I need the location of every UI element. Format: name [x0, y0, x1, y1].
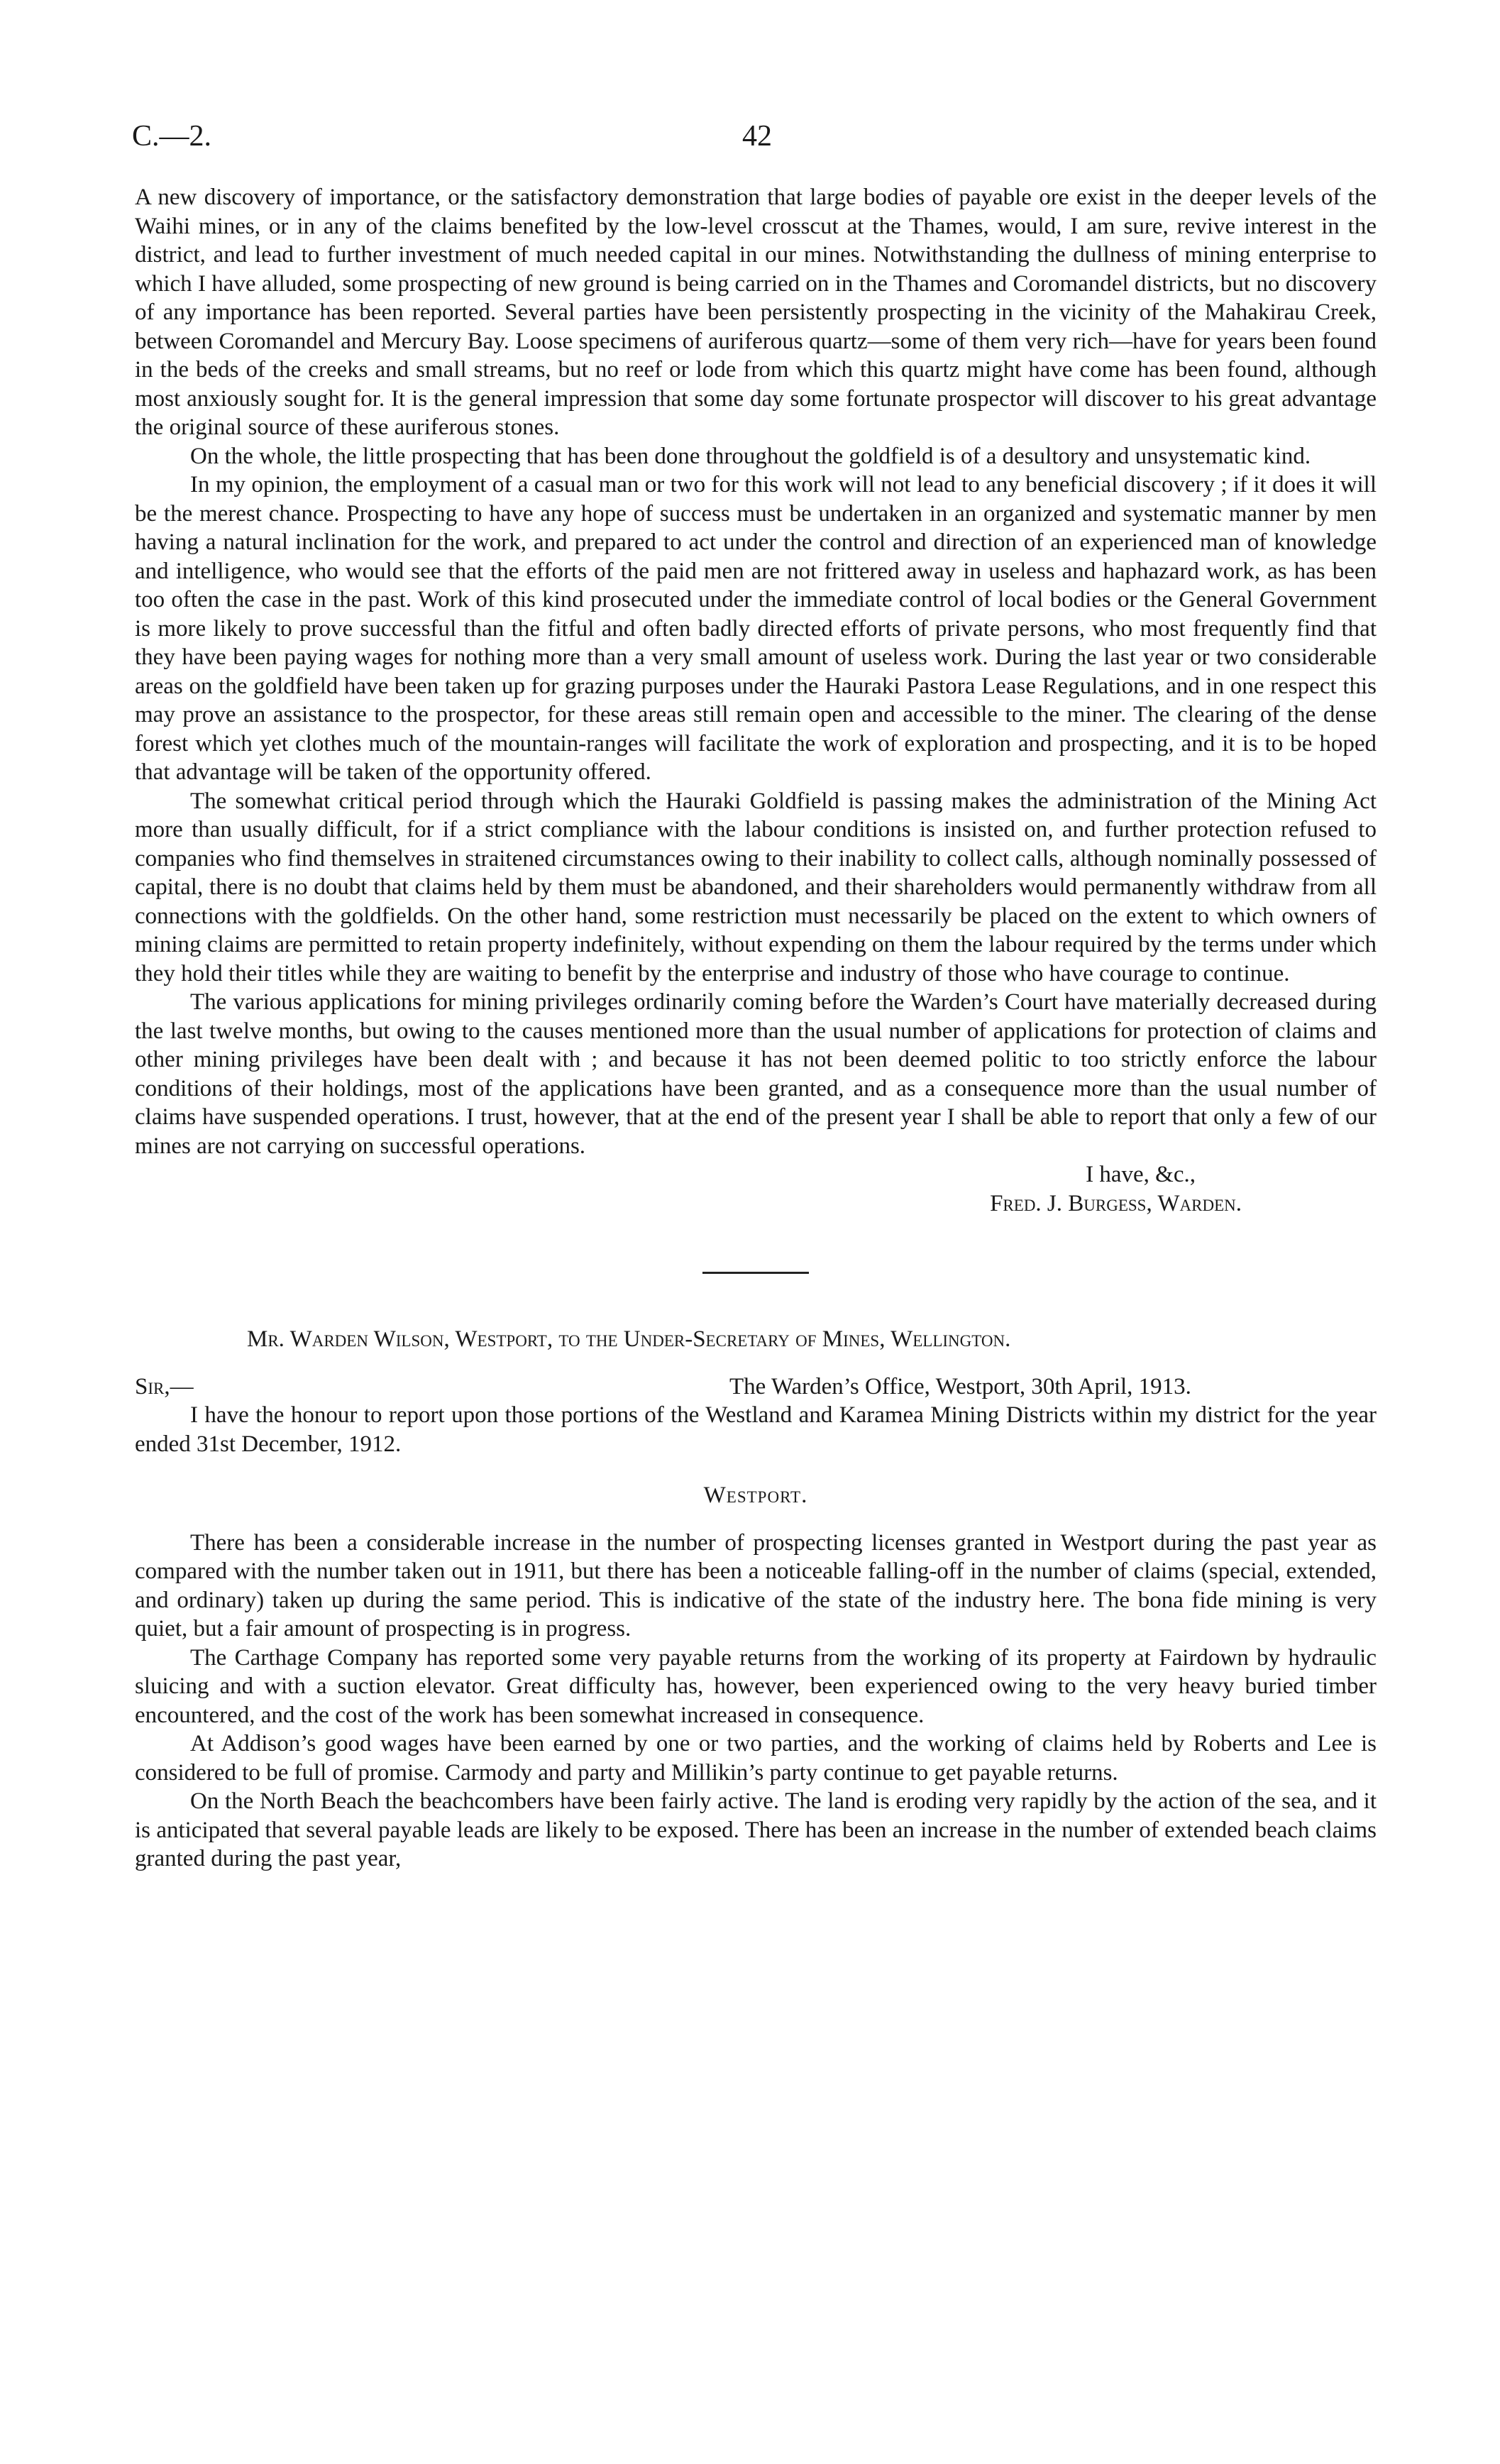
letter-intro: I have the honour to report upon those portions of the Westland and Karamea Mining Districts within my district for the year ended 31st December, 1912.: [135, 1402, 1377, 1457]
paragraph: In my opinion, the employment of a casual man or two for this work will not lead to any beneficial discovery ; if it does it will be the merest chance. Prospecting to have any hope of success must be undertaken in an organized and systematic manner by men having a natural inclination for the work, and prepared to act under the control and direction of an experienced man of knowledge and intelligence, who would see that the efforts of the paid men are not frittered away in useless and haphazard work, as has been too often the case in the past. Work of this kind prosecuted under the immediate control of local bodies or the General Government is more likely to prove successful than the fitful and often badly directed efforts of private persons, who most frequently find that they have been paying wages for nothing more than a very small amount of useless work. During the last year or two considerable areas on the goldfield have been taken up for grazing purposes under the Hauraki Pastora Lease Regulations, and in one respect this may prove an assistance to the prospector, for these areas still remain open and accessible to the miner. The clearing of the dense forest which yet clothes much of the mountain-ranges will facilitate the work of exploration and prospecting, and it is to be hoped that advantage will be taken of the opportunity offered.: [135, 472, 1377, 785]
signature: Fred. J. Burgess, Warden.: [990, 1190, 1242, 1216]
salutation-line: [135, 1373, 1377, 1402]
report-body: [135, 183, 1377, 1874]
paragraph: On the whole, the little prospecting that has been done throughout the goldfield is of a desultory and unsystematic kind.: [190, 443, 1311, 469]
letter-date: The Warden’s Office, Westport, 30th April, 1913.: [729, 1373, 1191, 1399]
page-header: [132, 119, 1381, 162]
page-number: 42: [742, 120, 772, 153]
document-reference: C.—2.: [132, 120, 212, 153]
letter-heading: Mr. Warden Wilson, Westport, to the Under-Secretary of Mines, Wellington.: [247, 1326, 1011, 1352]
paragraph: The Carthage Company has reported some very payable returns from the working of its property at Fairdown by hydraulic sluicing and with a suction elevator. Great difficulty has, however, been experienced owing to the very heavy buried timber encountered, and the cost of the work has been somewhat increased in consequence.: [135, 1644, 1377, 1728]
paragraph: A new discovery of importance, or the satisfactory demonstration that large bodies of payable ore exist in the deeper levels of the Waihi mines, or in any of the claims benefited by the low-level crosscut at the Thames, would, I am sure, revive interest in the district, and lead to further investment of much needed capital in our mines. Notwithstanding the dullness of mining enterprise to which I have alluded, some prospecting of new ground is being carried on in the Thames and Coromandel districts, but no discovery of any importance has been reported. Several parties have been persistently prospecting in the vicinity of the Mahakirau Creek, between Coromandel and Mercury Bay. Loose specimens of auriferous quartz—some of them very rich—have for years been found in the beds of the creeks and small streams, but no reef or lode from which this quartz might have come has been found, although most anxiously sought for. It is the general impression that some day some fortunate prospector will discover to his great advantage the original source of these auriferous stones.: [135, 185, 1377, 440]
paragraph: The somewhat critical period through which the Hauraki Goldfield is passing makes the administration of the Mining Act more than usually difficult, for if a strict compliance with the labour conditions is insisted on, and further protection refused to companies who find themselves in straitened circumstances owing to their inability to collect calls, although nominally possessed of capital, there is no doubt that claims held by them must be abandoned, and their shareholders would permanently withdraw from all connections with the goldfields. On the other hand, some restriction must necessarily be placed on the extent to which owners of mining claims are permitted to retain property indefinitely, without expending on them the labour required by the terms under which they hold their titles while they are waiting to benefit by the enterprise and industry of those who have courage to continue.: [135, 788, 1377, 986]
paragraph: At Addison’s good wages have been earned by one or two parties, and the working of claims held by Roberts and Lee is considered to be full of promise. Carmody and party and Millikin’s party continue to get payable returns.: [135, 1731, 1377, 1786]
paragraph: The various applications for mining privileges ordinarily coming before the Warden’s Court have materially decreased during the last twelve months, but owing to the causes mentioned more than the usual number of applications for protection of claims and other mining privileges have been dealt with ; and because it has not been deemed politic to too strictly enforce the labour conditions of their holdings, most of the applications have been granted, and as a consequence more than the usual number of claims have suspended operations. I trust, however, that at the end of the present year I shall be able to report that only a few of our mines are not carrying on successful operations.: [135, 989, 1377, 1159]
salutation: Sir,—: [135, 1373, 194, 1399]
section-title: Westport.: [703, 1483, 808, 1508]
section-divider: [702, 1272, 809, 1274]
paragraph: On the North Beach the beachcombers have been fairly active. The land is eroding very rapidly by the action of the sea, and it is anticipated that several payable leads are likely to be exposed. There has been an increase in the number of extended beach claims granted during the past year,: [135, 1788, 1377, 1871]
closing-line: I have, &c.,: [1086, 1162, 1196, 1187]
paragraph: There has been a considerable increase in the number of prospecting licenses granted in Westport during the past year as compared with the number taken out in 1911, but there has been a noticeable falling-off in the number of claims (special, extended, and ordinary) taken up during the same period. This is indicative of the state of the industry here. The bona fide mining is very quiet, but a fair amount of prospecting is in progress.: [135, 1529, 1377, 1641]
